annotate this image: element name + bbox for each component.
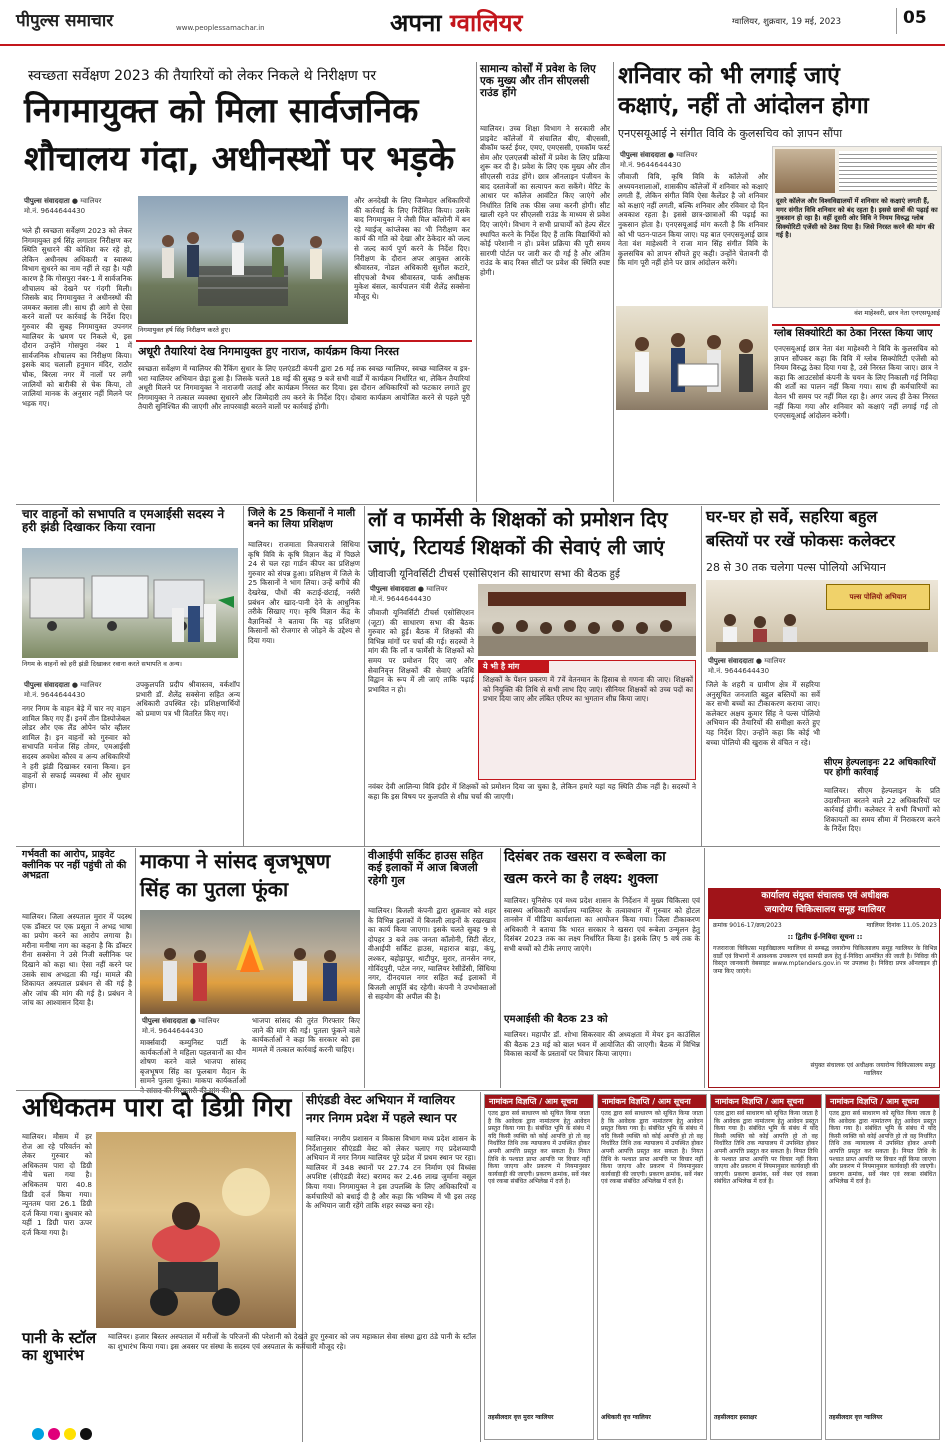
green-flag-photo-scene [22,548,238,658]
survey-body: जिले के शहरी व ग्रामीण क्षेत्र में सहरिया अनुसूचित जनजाति बहुल बस्तियों का सर्वे कर सभी बच्चों का टीकाकरण कराया जाए। कलेक्टर अक्षय कुमार सिंह ने पल्स पोलियो अभियान की तैयारियों की समीक्षा करते हुए यह निर्देश दिए। उन्होंने कहा कि कोई भी बच्चा पोलियो की खुराक से वंचित न रहे। [706,680,820,747]
byline-city: ग्वालियर [80,197,102,205]
tender-body: एतद द्वारा सर्व साधारण को सूचित किया जाता है कि आवेदक द्वारा नामांतरण हेतु आवेदन प्रस्तुत किया गया है। संबंधित भूमि के संबंध में यदि किसी व्यक्ति को कोई आपत्ति हो तो वह निर्धारित तिथि तक न्यायालय में उपस्थित होकर अपनी आपत्ति प्रस्तुत कर सकता है। नियत तिथि के पश्चात प्राप्त आपत्ति पर विचार नहीं किया जाएगा और प्रकरण में नियमानुसार कार्यवाही की जाएगी। प्रकरण क्रमांक, सर्वे नंबर एवं रकबा संबंधित अभिलेख में दर्ज है। [601,1110,703,1186]
lead-photo [138,196,348,324]
survey-banner: पल्स पोलियो अभियान [826,584,930,610]
clipping-image [775,149,835,193]
tender-title: नामांकन विज्ञप्ति / आम सूचना [485,1095,593,1108]
farmers-body-2: उपकुलपति प्रदीप श्रीवास्तव, वर्कशॉप प्रभारी डॉ. शैलेंद्र सक्सेना सहित अन्य अधिकारी उपस्थित रहे। प्रशिक्षणार्थियों को प्रमाण पत्र भी वितरित किए गए। [136,680,240,718]
tender-footer: तहसीलदार वृत्त मुरार ग्वालियर [488,1414,554,1421]
law-headline-2: जाएं, रिटायर्ड शिक्षकों की सेवाएं ली जाएं [368,535,665,559]
tender-col-2 [597,1094,707,1440]
survey-photo [706,580,938,652]
tender-col-3 [710,1094,822,1440]
divider [243,506,244,846]
dateline: ग्वालियर, शुक्रवार, 19 मई, 2023 [732,17,842,27]
saturday-headline-2: कक्षाएं, नहीं तो आंदोलन होगा [618,93,869,119]
pregnant-headline: गर्भवती का आरोप, प्राइवेट क्लीनिक पर नहीं पहुंची तो की अभद्रता [22,849,127,882]
globe-body: एनएसयूआई छात्र नेता वंश माहेश्वरी ने विवि के कुलसचिव को ज्ञापन सौंपकर कहा कि विवि में ग्लोब सिक्योरिटी एजेंसी को नियम विरुद्ध ठेका दिया गया है, उसे निरस्त किया जाए। छात्र ने कहा कि आउटसोर्स कंपनी के चयन के लिए निकाली गई निविदा की शर्तों का पालन नहीं किया गया। साथ ही कर्मचारियों का वेतन भी समय पर नहीं मिल रहा है। अगर जल्द ही ठेका निरस्त नहीं किया गया और शनिवार को कक्षाएं नहीं लगाई गईं तो एनएसयूआई आंदोलन करेगी। [774,344,938,421]
water-headline: पानी के स्टॉल का शुभारंभ [22,1329,97,1364]
effigy-headline-1: माकपा ने सांसद बृजभूषण [140,849,331,873]
tender-footer: तहसीलदार हस्ताक्षर [714,1414,757,1421]
law-demands-title: ये भी है मांग [479,661,549,673]
cd-body: ग्वालियर। नगरीय प्रशासन व विकास विभाग मध्य प्रदेश शासन के निर्देशानुसार सीएंडडी वेस्ट को लेकर चलाए गए प्रदेशव्यापी अभियान में नगर निगम ग्वालियर पूरे प्रदेश में प्रथम स्थान पर रहा। ग्वालियर में 348 स्थानों पर 27.74 टन निर्माण एवं विध्वंस अपशिष्ट (सीएंडडी वेस्ट) बरामद कर 2.46 लाख जुर्माना वसूल किया गया। निगमायुक्त ने इस उपलब्धि के लिए अधिकारियों व कर्मचारियों को बधाई दी है और कहा कि भविष्य में भी इस तरह के अभियान जारी रहेंगे ताकि शहर स्वच्छ बना रहे। [306,1134,476,1211]
byline-name: पीपुल्स संवाददाता [370,585,416,593]
saturday-byline: पीपुल्स संवाददाता ● ग्वालियर मो.नं. 9644644430 [620,151,698,169]
lead-body-col1: भले ही स्वच्छता सर्वेक्षण 2023 को लेकर निगमायुक्त हर्ष सिंह लगातार निरीक्षण कर स्थिति सुधारने की कोशिश कर रहे हो, लेकिन अधीनस्थ अधिकारी व स्वास्थ्य विभाग सुधरने का नाम नहीं ले रहा है। यही कारण है कि गोसपुरा नंबर-1 में सार्वजनिक शौचालय को देखने पर गंदगी मिली। जिसके बाद निगमायुक्त ने अधीनस्थों की जमकर क्लास ली। साथ ही आगे से ऐसा करने वालों पर कार्रवाई के निर्देश दिए। गुरुवार की सुबह निगमायुक्त उपनगर ग्वालियर के भ्रमण पर निकले थे, इस दौरान उन्होंने गोसपुरा नंबर 1 में सार्वजनिक शौचालय का निरीक्षण किया। इसके बाद चलाली हनुमान मंदिर, राठौर चौक, बिरला नगर में नालों पर लगी जालियों को बारीकी से चेक किया, तो जालियां मानक के अनुसार नहीं मिलने पर भड़क गए। [22,226,132,408]
survey-subhead: 28 से 30 तक चलेगा पल्स पोलियो अभियान [706,561,886,574]
divider [16,504,940,505]
jd-notice-title [709,889,941,919]
byline-city: ग्वालियर [764,657,786,665]
helpline-box [824,758,940,848]
byline-mobile: मो.नं. 9644644430 [708,667,770,675]
helpline-body: ग्वालियर। सीएम हेल्पलाइन के प्रति उदासीनता बरतने वाले 22 अधिकारियों पर कार्रवाई होगी। कलेक्टर ने सभी विभागों को शिकायतों का समय सीमा में निराकरण करने के निर्देश दिए। [824,786,940,834]
helpline-headline: सीएम हेल्पलाइनः 22 अधिकारियों पर होगी कार्रवाई [824,758,936,779]
divider [704,848,705,1088]
cd-headline-1: सीएंडडी वेस्ट अभियान में ग्वालियर [306,1093,455,1107]
byline-name: पीपुल्स संवाददाता [24,681,70,689]
divider [16,1090,940,1091]
tender-title: नामांकन विज्ञप्ति / आम सूचना [711,1095,821,1108]
divider [16,846,940,847]
survey-headline-1: घर-घर हो सर्वे, सहरिया बहुल [706,507,878,526]
effigy-byline: पीपुल्स संवाददाता ● ग्वालियर मो.नं. 9644644430 [142,1017,220,1035]
masthead [0,0,945,46]
power-headline: वीआईपी सर्किट हाउस सहित कई इलाकों में आज बिजली रहेगी गुल [368,849,484,887]
col3-headline: सामान्य कोर्सों में प्रवेश के लिए एक मुख्य और तीन सीएलसी राउंड होंगे [480,63,596,99]
byline-mobile: मो.नं. 9644644430 [142,1027,204,1035]
mic-headline: एमआईसी की बैठक 23 को [504,1014,608,1025]
mercury-photo [96,1132,296,1328]
byline-mobile: मो.नं. 9644644430 [620,161,682,169]
yellow-mark [64,1428,76,1440]
divider [135,848,136,1088]
globe-box [772,324,940,504]
cd-headline-2: नगर निगम प्रदेश में पहले स्थान पर [306,1111,457,1125]
divider [500,848,501,1088]
lead-headline-2: शौचालय गंदा, अधीनस्थों पर भड़के [24,139,455,179]
divider [480,1092,481,1442]
jd-ref: क्रमांक 9016-17/क्रय/2023 [713,922,782,929]
water-body: ग्वालियर। हजार बिस्तर अस्पताल में मरीजों के परिजनों की परेशानी को देखते हुए गुरुवार को जय महाकाल सेवा संस्था द्वारा ठंडे पानी के स्टॉल का शुभारंभ किया गया। इस अवसर पर संस्था के सदस्य एवं अस्पताल के कर्मचारी मौजूद रहे। [108,1332,476,1351]
byline-city: ग्वालियर [198,1017,220,1025]
registration-marks [30,1426,130,1442]
divider [364,506,365,846]
byline-city: ग्वालियर [80,681,102,689]
saturday-clipping [772,146,942,308]
globe-headline: ग्लोब सिक्योरिटी का ठेका निरस्त किया जाए [774,328,933,339]
byline-name: पीपुल्स संवाददाता [24,197,70,205]
law-headline-1: लॉ व फार्मेसी के शिक्षकों को प्रमोशन दिए [368,507,668,531]
section-title [390,6,570,38]
divider [364,848,365,1088]
green-flag-body: नगर निगम के वाहन बेड़े में चार नए वाहन शामिल किए गए हैं। इनमें तीन डिस्पोजेबल लोडर और एक लैंड ओपेन फोर व्हीलर शामिल है। इन वाहनों को गुरुवार को सभापति मनोज सिंह तोमर, एमआईसी सदस्य अवधेश कौरव व अन्य अधिकारियों ने हरी झंडी दिखाकर रवाना किया। इन वाहनों से सफाई व्यवस्था में और सुधार होगा। [22,704,130,790]
law-photo [478,584,696,656]
saturday-body: जीवाजी विवि, कृषि विवि के कॉलेजों और अध्ययनशालाओं, शासकीय कॉलेजों में शनिवार को कक्षाएं लगती हैं, लेकिन संगीत विवि ऐसा कैलेंडर है जो शनिवार को कक्षाएं नहीं लगती, बल्कि शनिवार और रविवार दो दिन अवकाश रहता है। इससे छात्र-छात्राओं की पढ़ाई का नुकसान होता है। एनएसयूआई मांग करती है कि शनिवार को भी पठन-पाठन किया जाए। यह बात एनएसयूआई छात्र नेता वंश माहेश्वरी ने राजा मान सिंह संगीत विवि के कुलसचिव को ज्ञापन सौंपते हुए कही। उन्होंने चेतावनी दी कि मांग पूरी नहीं होने पर छात्र आंदोलन करेंगे। [618,172,768,268]
measles-headline-1: दिसंबर तक खसरा व रूबेला का [504,849,666,865]
byline-city: ग्वालियर [676,151,698,159]
jd-sub: :: द्वितीय ई-निविदा सूचना :: [787,933,863,941]
byline-name: पीपुल्स संवाददाता [142,1017,188,1025]
website-url: www.peoplessamachar.in [176,24,265,32]
effigy-body: मार्क्सवादी कम्युनिस्ट पार्टी के कार्यकर्ताओं ने महिला पहलवानों का यौन शोषण करने वाले भाजपा सांसद बृजभूषण सिंह का फूलबाग मैदान के सामने पुतला फूंका। माकपा कार्यकर्ताओं [140,1038,246,1086]
saturday-photo [616,306,768,410]
jd-title-1: कार्यालय संयुक्त संचालक एवं अधीक्षक [761,891,889,901]
section-title-a: अपना [390,9,442,37]
byline-mobile: मो.नं. 9644644430 [24,691,86,699]
law-subhead: जीवाजी यूनिवर्सिटी टीचर्स एसोसिएशन की साधारण सभा की बैठक हुई [368,569,620,580]
byline-name: पीपुल्स संवाददाता [620,151,666,159]
clipping-credit: वंश माहेश्वरी, छात्र नेता एनएसयूआई [854,309,940,317]
measles-headline-2: खत्म करने का है लक्ष्य: शुक्ला [504,871,658,887]
jd-title-2: जयारोग्य चिकित्सालय समूह ग्वालियर [764,905,886,915]
lead-body-col3: और अनदेखी के लिए जिम्मेदार अधिकारियों की कार्रवाई के लिए निर्देशित किया। उसके बाद निगमायुक्त ने जैसी मिल कॉलोनी में बन रहे ग्वाईज् कांप्लेक्स का भी निरीक्षण कर कार्य की गति को देखा और ठेकेदार को जल्द से जल्द कार्य पूर्ण करने के निर्देश दिए। निरीक्षण के दौरान अपर आयुक्त आरके श्रीवास्तव, नोडल अधिकारी सुशील कटारे, सीएचओ वैभव श्रीवास्तव, पार्क अधीक्षक मुकेश बंसल, कार्यपालन यंत्री शैलेंद्र सक्सेना मौजूद थे। [354,196,470,301]
effigy-photo-scene [140,910,360,1014]
clipping-lines [839,151,937,191]
mercury-body: ग्वालियर। मौसम में हर रोज आ रहे परिवर्तन को लेकर गुरुवार को अधिकतम पारा दो डिग्री नीचे चला गया है। अधिकतम पारा 40.8 डिग्री दर्ज किया गया। न्यूनतम पारा 26.1 डिग्री दर्ज किया गया। बुधवार को यहीं 1 डिग्री पारा ऊपर दर्ज किया गया है। [22,1132,92,1237]
divider [701,506,702,846]
cyan-mark [32,1428,44,1440]
sub-story-headline: अधूरी तैयारियां देख निगमायुक्त हुए नाराज, कार्यक्रम किया निरस्त [138,345,399,358]
divider [476,62,477,502]
effigy-photo [140,910,360,1014]
farmers-body: ग्वालियर। राजमाता विजयाराजे सिंधिया कृषि विवि के कृषि विज्ञान केंद्र में पिछले 24 से चल रहा गार्डन कीपर का प्रशिक्षण गुरुवार को संपन्न हुआ। प्रशिक्षण में जिले के 25 किसानों ने भाग लिया। उन्हें बगीचे की देखरेख, पौधों की कटाई-छंटाई, नर्सरी प्रबंधन और खाद-पानी देने के आधुनिक तरीके सिखाए गए। कृषि विज्ञान केंद्र के वैज्ञानिकों ने बताया कि यह प्रशिक्षण किसानों को रोजगार से जोड़ने के उद्देश्य से दिया गया। [248,540,360,645]
law-photo-scene [478,584,696,656]
jd-body: गजराराजा चिकित्सा महाविद्यालय ग्वालियर से सम्बद्ध जयारोग्य चिकित्सालय समूह ग्वालियर के विभिन्न वार्डों एवं विभागों में आवश्यक उपकरण एवं सामग्री क्रय हेतु ई-निविदा आमंत्रित की जाती है। निविदा की विस्तृत जानकारी वेबसाइट www.mptenders.gov.in पर उपलब्ध है। निविदा प्रपत्र ऑनलाइन ही जमा किए जाएंगे। [713,945,937,975]
byline-city: ग्वालियर [426,585,448,593]
measles-body: ग्वालियर। यूनिसेफ एवं मध्य प्रदेश शासन के निर्देशन में मुख्य चिकित्सा एवं स्वास्थ्य अधिकारी कार्यालय ग्वालियर के तत्वावधान में गुरुवार को होटल तानसेन में मीडिया कार्यशाला का आयोजन किया गया। जिला टीकाकरण अधिकारी ने बताया कि भारत सरकार ने खसरा एवं रूबेला उन्मूलन हेतु दिसंबर 2023 तक का लक्ष्य निर्धारित किया है। इसके लिए 5 वर्ष तक के सभी बच्चों को टीके लगाए जाएंगे। [504,896,700,953]
tender-col-1 [484,1094,594,1440]
black-mark [80,1428,92,1440]
saturday-headline-1: शनिवार को भी लगाई जाएं [618,63,840,89]
farmers-headline: जिले के 25 किसानों ने माली बनने का लिया प्रशिक्षण [248,508,356,531]
tender-col-4 [825,1094,940,1440]
mic-body: ग्वालियर। महापौर डॉ. शोभा सिकरवार की अध्यक्षता में मेयर इन काउंसिल की बैठक 23 मई को बाल भवन में आयोजित की जाएगी। बैठक में विभिन्न विकास कार्यों के प्रस्तावों पर विचार किया जाएगा। [504,1030,700,1059]
sub-story-body: स्वच्छता सर्वेक्षण में ग्वालियर की रैंकिंग सुधार के लिए एलएंडटी कंपनी द्वारा 26 मई तक स्वच्छ ग्वालियर, स्वच्छ ग्वालियर व इत्र-भरा ग्वालियर अभियान छेड़ा हुआ है। जिसके चलते 18 मई की सुबह 9 बजे सभी वार्डों में कार्यक्रम निर्धारित था, लेकिन तैयारियां अधूरी मिलने पर निगमायुक्त ने नाराजगी जताई और कार्यक्रम निरस्त कर दिया। इस दौरान अधिकारियों को फटकार लगाते हुए निगमायुक्त ने तत्काल व्यवस्था सुधारने और जिम्मेदारी तय करने के निर्देश दिए। दोबारा कार्यक्रम आयोजित करने से पहले पूरी तैयारी सुनिश्चित की जाएगी और लापरवाही बरतने वालों पर कार्रवाई होगी। [138,364,470,412]
lead-headline-1: निगमायुक्त को मिला सार्वजनिक [24,91,419,131]
tender-title: नामांकन विज्ञप्ति / आम सूचना [826,1095,939,1108]
lead-kicker: स्वच्छता सर्वेक्षण 2023 की तैयारियों को लेकर निकले थे निरीक्षण पर [28,68,377,84]
lead-photo-caption: निगमायुक्त हर्ष सिंह निरीक्षण करते हुए। [138,326,231,334]
law-byline: पीपुल्स संवाददाता ● ग्वालियर मो.नं. 9644644430 [370,585,448,603]
mercury-headline: अधिकतम पारा दो डिग्री गिरा [22,1093,292,1123]
power-body: ग्वालियर। बिजली कंपनी द्वारा शुक्रवार को शहर के विभिन्न इलाकों में बिजली लाइनों के रखरखाव का कार्य किया जाएगा। इसके चलते सुबह 9 से दोपहर 3 बजे तक जनता कॉलोनी, सिटी सेंटर, वीआईपी सर्किट हाउस, महाराज बाड़ा, कंपू, लश्कर, बहोड़ापुर, थाटीपुर, मुरार, तानसेन नगर, गोविंदपुरी, पटेल नगर, ग्वालियर रेसीडेंसी, सिंधिया नगर, दीनदयाल नगर सहित कई इलाकों में बिजली आपूर्ति बंद रहेगी। कंपनी ने उपभोक्ताओं से सहयोग की अपील की है। [368,906,496,1002]
tender-body: एतद द्वारा सर्व साधारण को सूचित किया जाता है कि आवेदक द्वारा नामांतरण हेतु आवेदन प्रस्तुत किया गया है। संबंधित भूमि के संबंध में यदि किसी व्यक्ति को कोई आपत्ति हो तो वह निर्धारित तिथि तक न्यायालय में उपस्थित होकर अपनी आपत्ति प्रस्तुत कर सकता है। नियत तिथि के पश्चात प्राप्त आपत्ति पर विचार नहीं किया जाएगा और प्रकरण में नियमानुसार कार्यवाही की जाएगी। प्रकरण क्रमांक, सर्वे नंबर एवं रकबा संबंधित अभिलेख में दर्ज है। [829,1110,936,1186]
clipping-text: दूसरे कॉलेज और विश्वविद्यालयों में शनिवार को कक्षाएं लगती हैं, मगर संगीत विवि शनिवार को बंद रहता है। इससे छात्रों की पढ़ाई का नुकसान हो रहा है। वहीं दूसरी ओर विवि ने नियम विरुद्ध ग्लोब सिक्योरिटी एजेंसी को ठेका दिया है। जिसे निरस्त करने की मांग की गई है। [776,197,938,240]
tender-footer: अधिकारी वृत्त ग्वालियर [601,1414,651,1421]
lead-photo-figures [138,196,348,324]
col3-body: ग्वालियर। उच्च शिक्षा विभाग ने सरकारी और प्राइवेट कॉलेजों में संचालित बीए, बीएससी, बीकॉम फर्स्ट ईयर, एमए, एमएससी, एमकॉम फर्स्ट सेम और एलएलबी कोर्सों में प्रवेश के लिए प्रक्रिया शुरू कर दी है। प्रवेश के लिए एक मुख्य और तीन सीएलसी राउंड होंगे। छात्र ऑनलाइन पंजीयन के बाद दस्तावेजों का सत्यापन करा सकेंगे। मेरिट के आधार पर कॉलेज आवंटित किए जाएंगे और निर्धारित तिथि तक फीस जमा करनी होगी। सीट खाली रहने पर सीएलसी राउंड के माध्यम से प्रवेश दिए जाएंगे। विभाग ने सभी प्राचार्यों को हेल्प सेंटर स्थापित करने के निर्देश दिए हैं ताकि विद्यार्थियों को कोई परेशानी न हो। प्रवेश प्रक्रिया की पूरी समय सारणी पोर्टल पर जारी कर दी गई है और अंतिम राउंड के बाद रिक्त सीटों पर प्रवेश की स्थिति स्पष्ट होगी। [480,124,610,277]
law-demands-text: शिक्षकों के पेंशन प्रकरण में 7वें वेतनमान के हिसाब से गणना की जाए। शिक्षकों को नियुक्ति की तिथि से सभी लाभ दिए जाएं। सीनियर शिक्षकों को उच्च पदों का प्रभार दिया जाए और लंबित एरियर का भुगतान शीघ्र किया जाए। [483,675,693,704]
sub-story-box [136,340,472,500]
divider [613,62,614,502]
jd-ref-date: ग्वालियर दिनांक 11.05.2023 [866,922,937,929]
saturday-photo-figures [616,306,768,410]
green-flag-headline: चार वाहनों को सभापति व एमआईसी सदस्य ने हरी झंडी दिखाकर किया रवाना [22,507,225,535]
paper-logo: पीपुल्स समाचार [16,11,114,31]
green-flag-byline: पीपुल्स संवाददाता ● ग्वालियर मो.नं. 9644644430 [24,681,102,699]
tender-body: एतद द्वारा सर्व साधारण को सूचित किया जाता है कि आवेदक द्वारा नामांतरण हेतु आवेदन प्रस्तुत किया गया है। संबंधित भूमि के संबंध में यदि किसी व्यक्ति को कोई आपत्ति हो तो वह निर्धारित तिथि तक न्यायालय में उपस्थित होकर अपनी आपत्ति प्रस्तुत कर सकता है। नियत तिथि के पश्चात प्राप्त आपत्ति पर विचार नहीं किया जाएगा और प्रकरण में नियमानुसार कार्यवाही की जाएगी। प्रकरण क्रमांक, सर्वे नंबर एवं रकबा संबंधित अभिलेख में दर्ज है। [714,1110,818,1186]
law-body-2: नवंबर देवी आलिन्या विवि इंदौर में शिक्षकों को प्रमोशन दिया जा चुका है, लेकिन हमारे यहां यह स्थिति ठीक नहीं है। सदस्यों ने कहा कि इस विषय पर कुलपति से शीघ्र चर्चा की जाएगी। [368,782,696,801]
pregnant-body: ग्वालियर। जिला अस्पताल मुरार में पदस्थ एक डॉक्टर पर एक प्रसूता ने अभद्र भाषा का प्रयोग करने का आरोप लगाया है। मरीना मनीषा नाग का कहना है कि डॉक्टर रीना सक्सेना ने उसे निजी क्लीनिक पर दिखाने को कहा था। ऐसा नहीं करने पर उसके साथ अभद्रता की गई। मामले की शिकायत अस्पताल प्रबंधन से की गई है और जांच की मांग की गई है। प्रबंधन ने जांच का आश्वासन दिया है। [22,912,132,1008]
law-body: जीवाजी यूनिवर्सिटी टीचर्स एसोसिएशन (जूटा) की साधारण सभा की बैठक गुरुवार को हुई। बैठक में शिक्षकों की विभिन्न मांगों पर चर्चा की गई। सदस्यों ने मांग की कि लॉ व फार्मेसी के शिक्षकों को समय पर प्रमोशन दिए जाएं और सेवानिवृत्त शिक्षकों की सेवाएं अतिथि विद्वान के रूप में ली जाएं ताकि पढ़ाई प्रभावित न हो। [368,608,474,694]
effigy-headline-2: सिंह का पुतला फूंका [140,877,289,901]
tender-footer: तहसीलदार वृत्त ग्वालियर [829,1414,883,1421]
byline-mobile: मो.नं. 9644644430 [370,595,432,603]
survey-headline-2: बस्तियों पर रखें फोकसः कलेक्टर [706,531,895,550]
lead-byline: पीपुल्स संवाददाता ● ग्वालियर मो.नं. 9644644430 [24,197,102,215]
tender-body: एतद द्वारा सर्व साधारण को सूचित किया जाता है कि आवेदक द्वारा नामांतरण हेतु आवेदन प्रस्तुत किया गया है। संबंधित भूमि के संबंध में यदि किसी व्यक्ति को कोई आपत्ति हो तो वह निर्धारित तिथि तक न्यायालय में उपस्थित होकर अपनी आपत्ति प्रस्तुत कर सकता है। नियत तिथि के पश्चात प्राप्त आपत्ति पर विचार नहीं किया जाएगा और प्रकरण में नियमानुसार कार्यवाही की जाएगी। प्रकरण क्रमांक, सर्वे नंबर एवं रकबा संबंधित अभिलेख में दर्ज है। [488,1110,590,1186]
law-demands-box [478,660,696,780]
survey-byline: पीपुल्स संवाददाता ● ग्वालियर मो.नं. 9644644430 [708,657,786,675]
green-flag-caption: निगम के वाहनों को हरी झंडी दिखाकर रवाना करते सभापति व अन्य। [22,660,182,668]
green-flag-photo [22,548,238,658]
saturday-subhead: एनएसयूआई ने संगीत विवि के कुलसचिव को ज्ञापन सौंपा [618,127,843,140]
tender-title: नामांकन विज्ञप्ति / आम सूचना [598,1095,706,1108]
effigy-body-2: भाजपा सांसद की तुरंत गिरफ्तार किए जाने की मांग की गई। पुतला फूंकने वाले कार्यकर्ताओं ने कहा कि सरकार को इस मामले में तत्काल कार्रवाई करनी चाहिए। [252,1016,360,1054]
section-title-b: ग्वालियर [449,9,523,37]
magenta-mark [48,1428,60,1440]
jd-sign: संयुक्त संचालक एवं अधीक्षक जयारोग्य चिकित्सालय समूह ग्वालियर [810,1062,936,1077]
jd-notice [708,888,940,1088]
mercury-photo-scene [96,1132,296,1328]
byline-name: पीपुल्स संवाददाता [708,657,754,665]
byline-mobile: मो.नं. 9644644430 [24,207,86,215]
page-number: 05 [896,8,936,34]
